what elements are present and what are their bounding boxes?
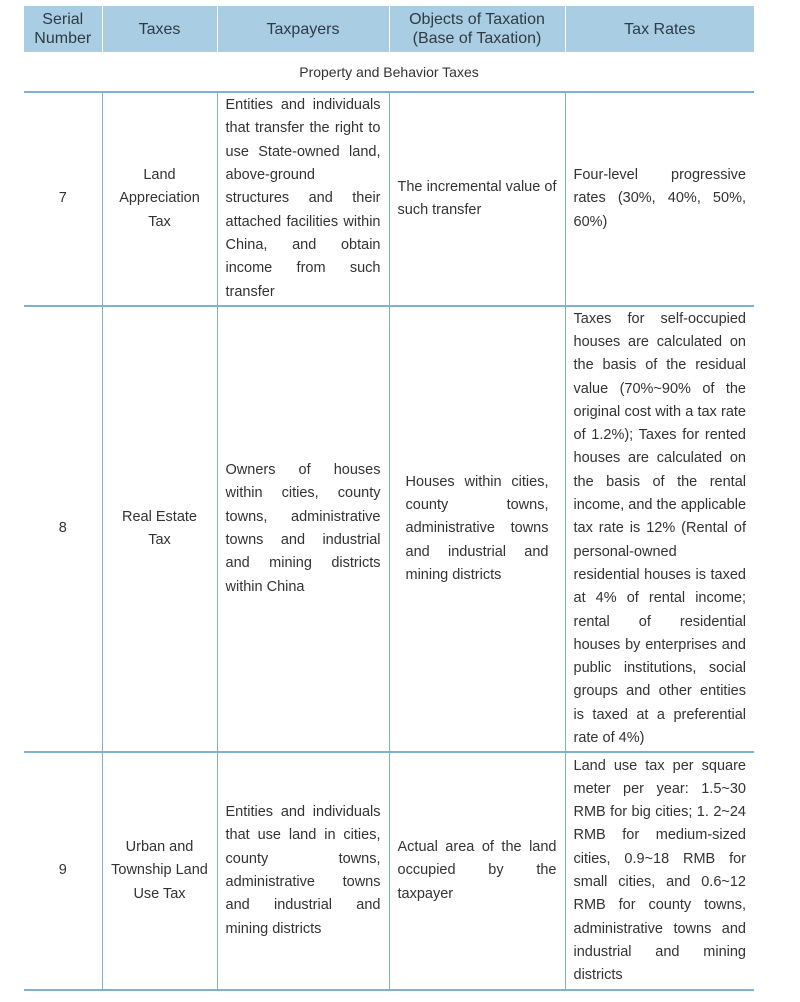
section-title: Property and Behavior Taxes [24, 52, 754, 92]
header-taxes: Taxes [102, 6, 217, 52]
header-taxpayers: Taxpayers [217, 6, 389, 52]
header-serial-number: Serial Number [24, 6, 102, 52]
serial-number-cell: 9 [24, 752, 102, 990]
taxpayers-cell: Entities and individuals that transfer the right to use State-owned land, above-ground structures and their attached facilities within China, and obtain income from such transfer [217, 92, 389, 306]
table-header [24, 6, 754, 52]
objects-cell: Houses within cities, county towns, administrative towns and industrial and mining districts [389, 306, 565, 752]
objects-cell: Actual area of the land occupied by the taxpayer [389, 752, 565, 990]
table-row [24, 752, 754, 990]
tax-name-cell: Land Appreciation Tax [102, 92, 217, 306]
tax-table [24, 6, 754, 991]
tax-rates-cell: Four-level progressive rates (30%, 40%, 50%, 60%) [565, 92, 754, 306]
serial-number-cell: 7 [24, 92, 102, 306]
tax-name-cell: Urban and Township Land Use Tax [102, 752, 217, 990]
tax-rates-cell: Taxes for self-occupied houses are calculated on the basis of the residual value (70%~90% of the original cost with a tax rate of 1.2%); Taxes for rented houses are calculated on the basis of the rental income, and the applicable tax rate is 12% (Rental of personal-owned residential houses is taxed at 4% of rental income; rental of residential houses by enterprises and public institutions, social groups and other entities is taxed at a preferential rate of 4%) [565, 306, 754, 752]
table-row [24, 306, 754, 752]
section-row [24, 52, 754, 92]
table-row [24, 92, 754, 306]
header-objects-of-taxation: Objects of Taxation (Base of Taxation) [389, 6, 565, 52]
taxpayers-cell: Owners of houses within cities, county towns, administrative towns and industrial and mining districts within China [217, 306, 389, 752]
serial-number-cell: 8 [24, 306, 102, 752]
objects-cell: The incremental value of such transfer [389, 92, 565, 306]
tax-name-cell: Real Estate Tax [102, 306, 217, 752]
tax-rates-cell: Land use tax per square meter per year: 1.5~30 RMB for big cities; 1. 2~24 RMB for medium-sized cities, 0.9~18 RMB for small cities, and 0.6~12 RMB for county towns, administrative towns and industrial and mining districts [565, 752, 754, 990]
taxpayers-cell: Entities and individuals that use land in cities, county towns, administrative towns and industrial and mining districts [217, 752, 389, 990]
header-tax-rates: Tax Rates [565, 6, 754, 52]
